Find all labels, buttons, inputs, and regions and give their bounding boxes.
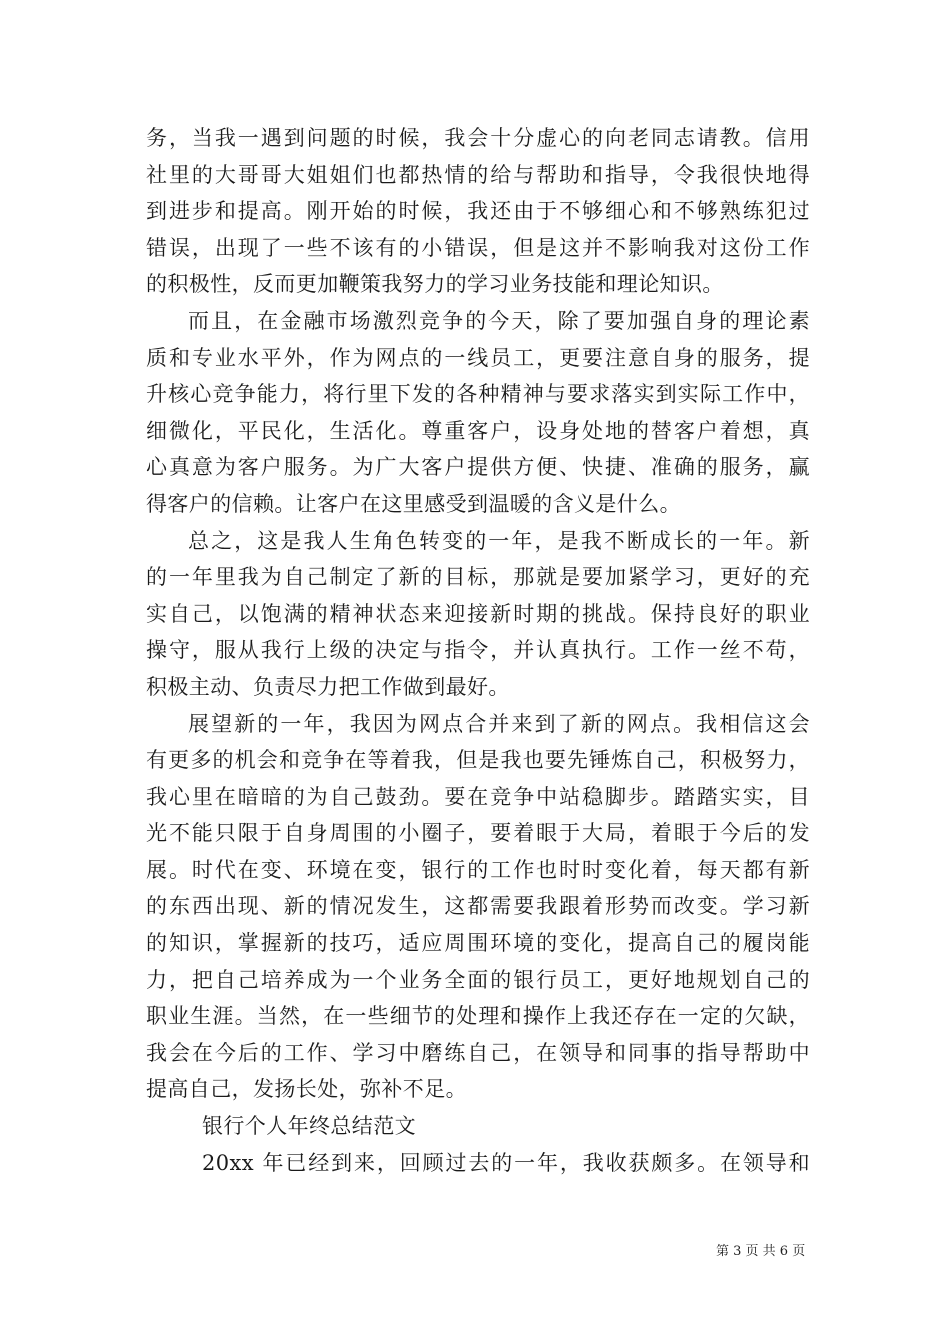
text-line: 光不能只限于自身周围的小圈子，要着眼于大局，着眼于今后的发 [146, 821, 810, 846]
text-line: 务，当我一遇到问题的时候，我会十分虚心的向老同志请教。信用 [146, 126, 810, 150]
text-line: 错误，出现了一些不该有的小错误，但是这并不影响我对这份工作 [146, 235, 810, 260]
text-line: 社里的大哥哥大姐姐们也都热情的给与帮助和指导，令我很快地得 [146, 162, 810, 187]
text-line: 的东西出现、新的情况发生，这都需要我跟着形势而改变。学习新 [146, 894, 810, 919]
text-line: 有更多的机会和竞争在等着我，但是我也要先锤炼自己，积极努力， [146, 748, 810, 773]
text-line: 操守，服从我行上级的决定与指令，并认真执行。工作一丝不苟， [146, 638, 810, 663]
text-line: 得客户的信赖。让客户在这里感受到温暖的含义是什么。 [146, 491, 681, 516]
text-line: 的知识，掌握新的技巧，适应周围环境的变化，提高自己的履岗能 [146, 931, 810, 956]
text-line: 积极主动、负责尽力把工作做到最好。 [146, 674, 510, 699]
text-line: 的一年里我为自己制定了新的目标，那就是要加紧学习，更好的充 [146, 565, 810, 590]
text-line: 展。时代在变、环境在变，银行的工作也时时变化着，每天都有新 [146, 857, 810, 882]
text-line: 职业生涯。当然，在一些细节的处理和操作上我还存在一定的欠缺， [146, 1004, 810, 1029]
text-line: 到进步和提高。刚开始的时候，我还由于不够细心和不够熟练犯过 [146, 199, 810, 224]
text-line: 细微化，平民化，生活化。尊重客户，设身处地的替客户着想，真 [146, 418, 810, 443]
paragraph-first-line: 展望新的一年，我因为网点合并来到了新的网点。我相信这会 [188, 711, 810, 736]
document-body [146, 120, 810, 1181]
paragraph-first-line: 而且，在金融市场激烈竞争的今天，除了要加强自身的理论素 [188, 308, 810, 333]
paragraph-first-line: 总之，这是我人生角色转变的一年，是我不断成长的一年。新 [188, 528, 810, 553]
text-line: 心真意为客户服务。为广大客户提供方便、快捷、准确的服务，赢 [146, 455, 810, 480]
paragraph-first-line: 20xx 年已经到来，回顾过去的一年，我收获颇多。在领导和 [202, 1150, 810, 1175]
text-line: 我心里在暗暗的为自己鼓劲。要在竞争中站稳脚步。踏踏实实，目 [146, 784, 810, 809]
text-line: 提高自己，发扬长处，弥补不足。 [146, 1077, 467, 1102]
section-heading: 银行个人年终总结范文 [202, 1114, 416, 1139]
text-line: 力，把自己培养成为一个业务全面的银行员工，更好地规划自己的 [146, 967, 810, 992]
page-indicator: 第 3 页 共 6 页 [716, 1244, 806, 1259]
text-line: 质和专业水平外，作为网点的一线员工，更要注意自身的服务，提 [146, 345, 810, 370]
text-line: 的积极性，反而更加鞭策我努力的学习业务技能和理论知识。 [146, 272, 724, 297]
text-line: 升核心竞争能力，将行里下发的各种精神与要求落实到实际工作中， [146, 382, 810, 407]
text-line: 我会在今后的工作、学习中磨练自己，在领导和同事的指导帮助中 [146, 1040, 810, 1065]
text-line: 实自己，以饱满的精神状态来迎接新时期的挑战。保持良好的职业 [146, 601, 810, 626]
